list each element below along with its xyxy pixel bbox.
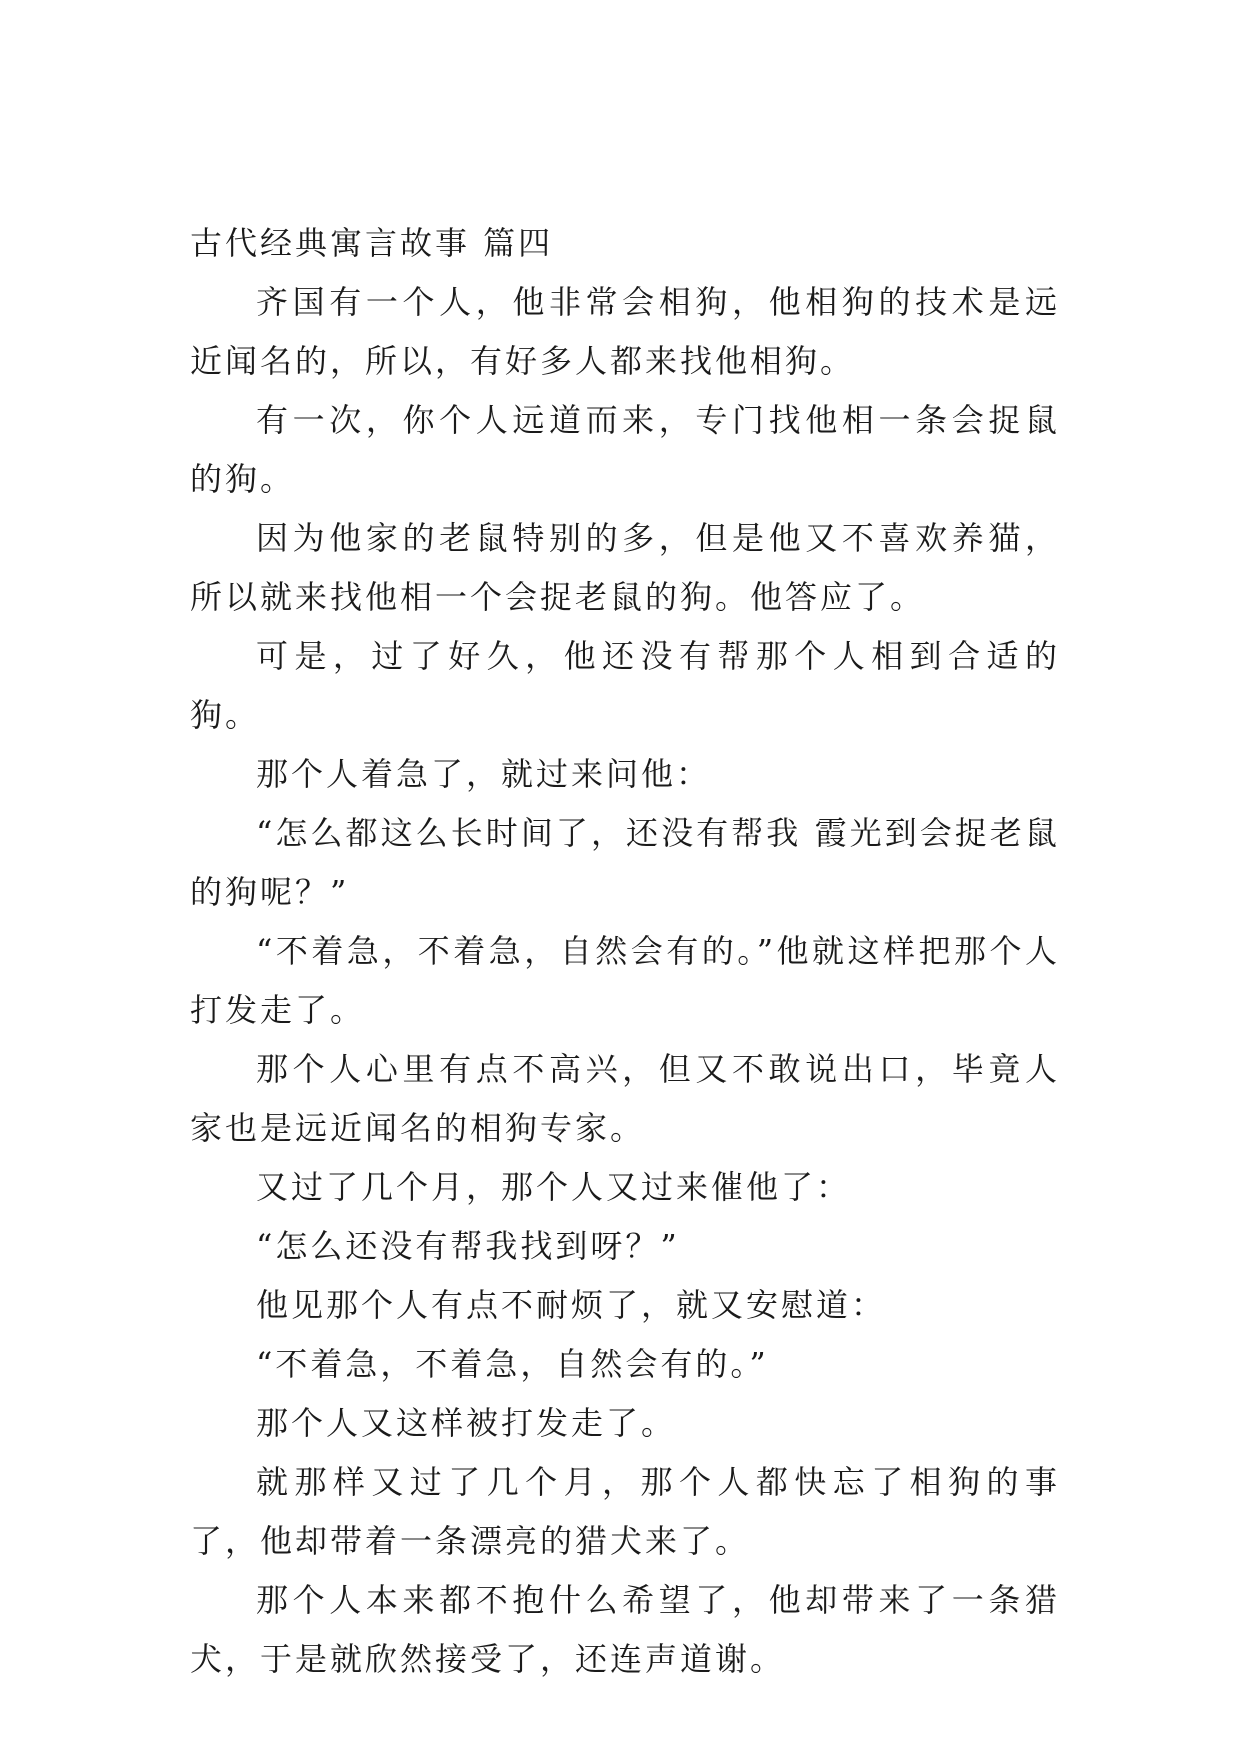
paragraph: 又过了几个月，那个人又过来催他了：	[256, 1168, 852, 1206]
paragraph: 那个人本来都不抱什么希望了，他却带来了一条猎犬，于是就欣然接受了，还连声道谢。	[190, 1581, 1060, 1678]
paragraph: “不着急，不着急，自然会有的。”他就这样把那个人打发走了。	[190, 932, 1060, 1029]
paragraph: 就那样又过了几个月，那个人都快忘了相狗的事了，他却带着一条漂亮的猎犬来了。	[190, 1463, 1060, 1560]
document-title: 古代经典寓言故事 篇四	[190, 224, 554, 262]
paragraph: 因为他家的老鼠特别的多，但是他又不喜欢养猫，所以就来找他相一个会捉老鼠的狗。他答应了。	[190, 519, 1060, 616]
paragraph: 齐国有一个人，他非常会相狗，他相狗的技术是远近闻名的，所以，有好多人都来找他相狗。	[190, 283, 1060, 380]
paragraph: 有一次，你个人远道而来，专门找他相一条会捉鼠的狗。	[190, 401, 1060, 498]
document-body	[190, 214, 1060, 1689]
paragraph: 可是，过了好久，他还没有帮那个人相到合适的狗。	[190, 637, 1060, 734]
paragraph: 那个人心里有点不高兴，但又不敢说出口，毕竟人家也是远近闻名的相狗专家。	[190, 1050, 1060, 1147]
paragraph: “怎么还没有帮我找到呀？”	[256, 1227, 680, 1265]
paragraph: 他见那个人有点不耐烦了，就又安慰道：	[256, 1286, 887, 1324]
paragraph: “怎么都这么长时间了，还没有帮我 霞光到会捉老鼠的狗呢？”	[190, 814, 1060, 911]
paragraph: “不着急，不着急，自然会有的。”	[256, 1345, 769, 1383]
paragraph: 那个人又这样被打发走了。	[256, 1404, 677, 1442]
paragraph: 那个人着急了，就过来问他：	[256, 755, 712, 793]
